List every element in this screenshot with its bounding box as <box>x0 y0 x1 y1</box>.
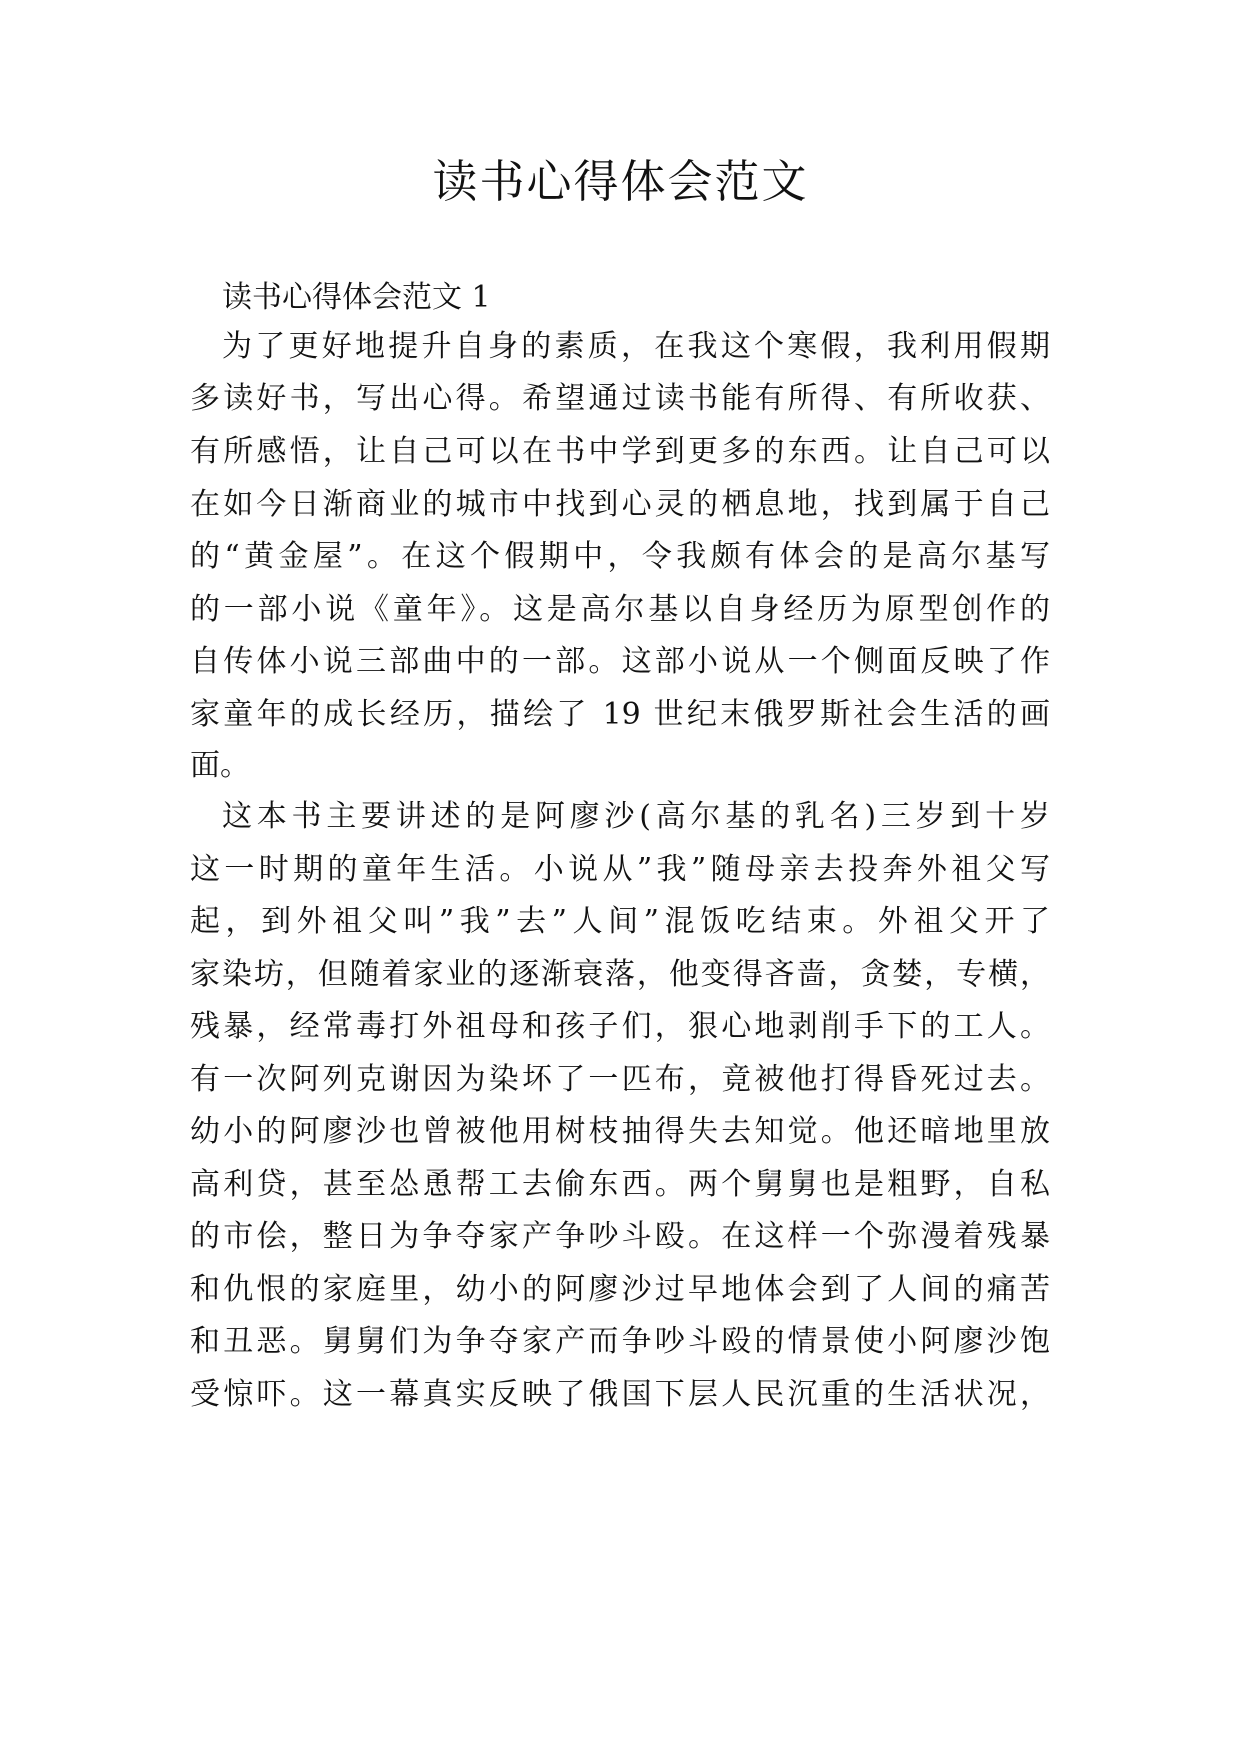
paragraph-line: 这本书主要讲述的是阿廖沙(高尔基的乳名)三岁到十岁 <box>222 799 1050 834</box>
paragraph-line: 家染坊，但随着家业的逐渐衰落，他变得吝啬，贪婪，专横， <box>190 957 1050 992</box>
paragraph-line: 和仇恨的家庭里，幼小的阿廖沙过早地体会到了人间的痛苦 <box>190 1272 1050 1307</box>
paragraph-line: 有一次阿列克谢因为染坏了一匹布，竟被他打得昏死过去。 <box>190 1062 1050 1097</box>
paragraph-line: 为了更好地提升自身的素质，在我这个寒假，我利用假期 <box>222 329 1050 364</box>
paragraph-line: 幼小的阿廖沙也曾被他用树枝抽得失去知觉。他还暗地里放 <box>190 1114 1050 1149</box>
paragraph-line: 残暴，经常毒打外祖母和孩子们，狠心地剥削手下的工人。 <box>190 1009 1050 1044</box>
paragraph-line: 这一时期的童年生活。小说从”我”随母亲去投奔外祖父写 <box>190 852 1050 887</box>
paragraph-line: 面。 <box>190 748 250 783</box>
paragraph-line: 和丑恶。舅舅们为争夺家产而争吵斗殴的情景使小阿廖沙饱 <box>190 1324 1050 1359</box>
paragraph-line: 的一部小说《童年》。这是高尔基以自身经历为原型创作的 <box>190 592 1050 627</box>
paragraph-line: 受惊吓。这一幕真实反映了俄国下层人民沉重的生活状况， <box>190 1377 1050 1412</box>
paragraph-line: 有所感悟，让自己可以在书中学到更多的东西。让自己可以 <box>190 434 1050 469</box>
paragraph-line: 的“黄金屋”。在这个假期中，令我颇有体会的是高尔基写 <box>190 539 1050 574</box>
paragraph-line: 高利贷，甚至怂恿帮工去偷东西。两个舅舅也是粗野，自私 <box>190 1167 1050 1202</box>
paragraph-line: 自传体小说三部曲中的一部。这部小说从一个侧面反映了作 <box>190 644 1050 679</box>
section-heading: 读书心得体会范文 1 <box>222 280 491 315</box>
paragraph-line: 的市侩，整日为争夺家产争吵斗殴。在这样一个弥漫着残暴 <box>190 1219 1050 1254</box>
paragraph-line: 在如今日渐商业的城市中找到心灵的栖息地，找到属于自己 <box>190 487 1050 522</box>
paragraph-line: 起，到外祖父叫”我”去”人间”混饭吃结束。外祖父开了 <box>190 904 1050 939</box>
document-title: 读书心得体会范文 <box>432 155 809 208</box>
paragraph-line: 家童年的成长经历，描绘了 19 世纪末俄罗斯社会生活的画 <box>190 697 1050 732</box>
paragraph-line: 多读好书，写出心得。希望通过读书能有所得、有所收获、 <box>190 381 1050 416</box>
